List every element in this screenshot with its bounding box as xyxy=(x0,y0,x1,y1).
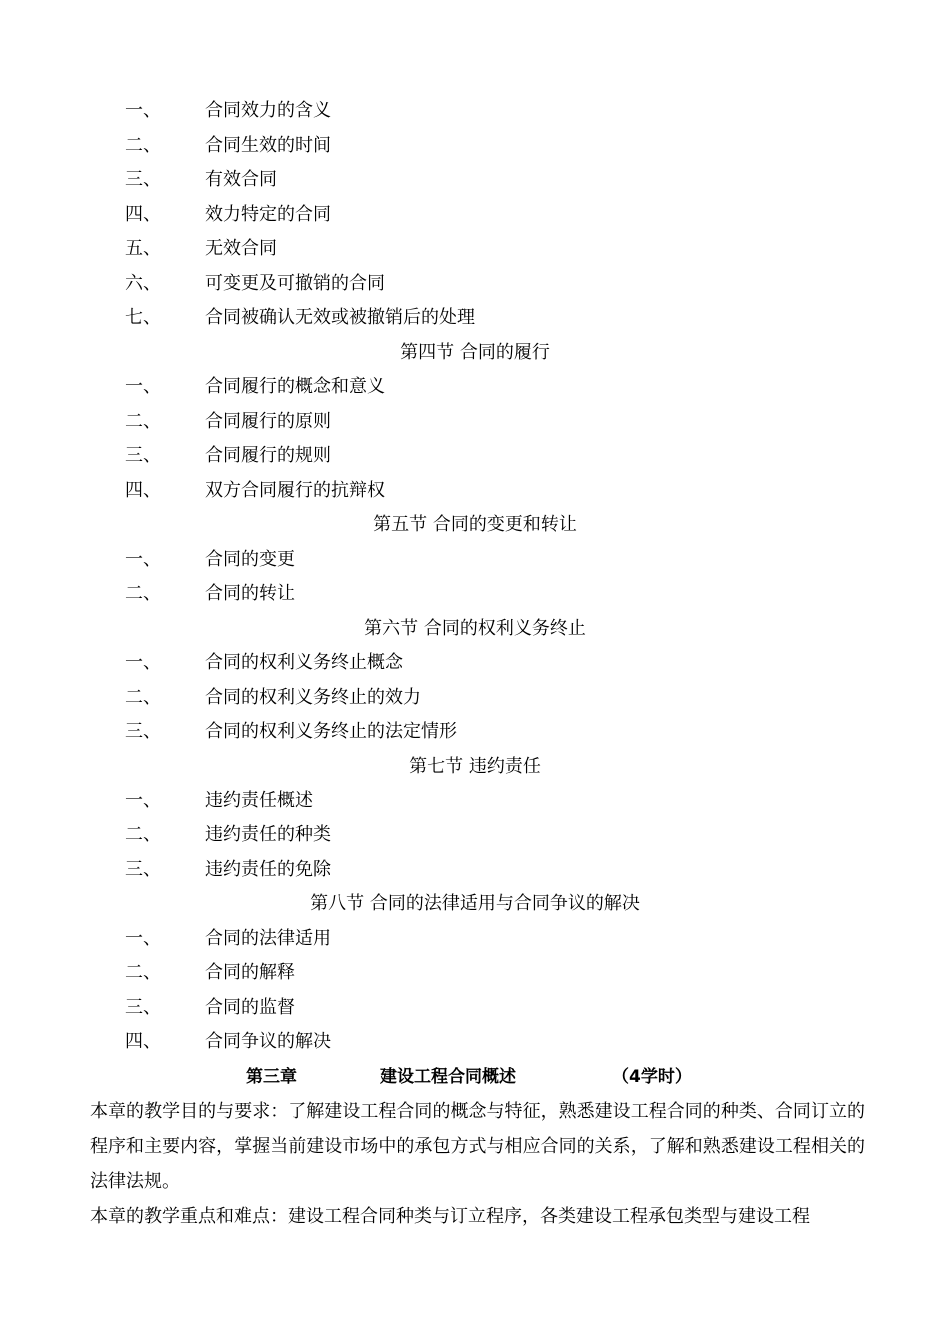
item-number: 四、 xyxy=(125,1031,161,1052)
section-heading: 第五节 合同的变更和转让 xyxy=(373,514,577,535)
item-text: 合同的监督 xyxy=(205,997,295,1018)
item-text: 违约责任的免除 xyxy=(205,859,331,880)
item-text: 合同的权利义务终止的效力 xyxy=(205,687,421,708)
item-text: 有效合同 xyxy=(205,169,277,190)
item-text: 违约责任概述 xyxy=(205,790,313,811)
item-number: 二、 xyxy=(125,135,161,156)
item-text: 可变更及可撤销的合同 xyxy=(205,273,385,294)
item-text: 无效合同 xyxy=(205,238,277,259)
item-text: 合同的变更 xyxy=(205,549,295,570)
item-text: 效力特定的合同 xyxy=(205,204,331,225)
item-text: 合同争议的解决 xyxy=(205,1031,331,1052)
chapter-hours: （4学时） xyxy=(612,1067,692,1087)
item-text: 合同履行的原则 xyxy=(205,411,331,432)
item-text: 合同被确认无效或被撤销后的处理 xyxy=(205,307,475,328)
item-number: 三、 xyxy=(125,859,161,880)
item-number: 六、 xyxy=(125,273,161,294)
section-heading: 第七节 违约责任 xyxy=(409,756,541,777)
item-number: 一、 xyxy=(125,376,161,397)
item-number: 二、 xyxy=(125,411,161,432)
item-text: 合同的权利义务终止的法定情形 xyxy=(205,721,457,742)
item-text: 合同效力的含义 xyxy=(205,100,331,121)
item-text: 合同的解释 xyxy=(205,962,295,983)
item-number: 七、 xyxy=(125,307,161,328)
item-number: 四、 xyxy=(125,204,161,225)
item-text: 合同履行的规则 xyxy=(205,445,331,466)
item-number: 二、 xyxy=(125,824,161,845)
item-number: 三、 xyxy=(125,721,161,742)
item-text: 双方合同履行的抗辩权 xyxy=(205,480,385,501)
section-heading: 第四节 合同的履行 xyxy=(400,342,550,363)
item-number: 三、 xyxy=(125,445,161,466)
item-text: 合同履行的概念和意义 xyxy=(205,376,385,397)
chapter-label: 第三章 xyxy=(246,1067,297,1087)
item-number: 一、 xyxy=(125,100,161,121)
item-text: 合同的转让 xyxy=(205,583,295,604)
item-number: 一、 xyxy=(125,790,161,811)
item-number: 二、 xyxy=(125,583,161,604)
chapter-title: 建设工程合同概述 xyxy=(380,1067,516,1087)
item-number: 四、 xyxy=(125,480,161,501)
item-text: 合同的法律适用 xyxy=(205,928,331,949)
item-text: 合同的权利义务终止概念 xyxy=(205,652,403,673)
item-number: 五、 xyxy=(125,238,161,259)
chapter-heading xyxy=(0,1060,950,1094)
item-number: 二、 xyxy=(125,687,161,708)
item-number: 一、 xyxy=(125,549,161,570)
item-number: 三、 xyxy=(125,997,161,1018)
item-text: 合同生效的时间 xyxy=(205,135,331,156)
objectives-paragraph: 本章的教学目的与要求：了解建设工程合同的概念与特征，熟悉建设工程合同的种类、合同订立的程序和主要内容，掌握当前建设市场中的承包方式与相应合同的关系，了解和熟悉建设工程相关的法律法规。 xyxy=(90,1101,865,1192)
section-heading: 第六节 合同的权利义务终止 xyxy=(364,618,586,639)
item-number: 一、 xyxy=(125,652,161,673)
section-heading: 第八节 合同的法律适用与合同争议的解决 xyxy=(310,893,640,914)
item-text: 违约责任的种类 xyxy=(205,824,331,845)
item-number: 二、 xyxy=(125,962,161,983)
item-number: 三、 xyxy=(125,169,161,190)
key-points-paragraph: 本章的教学重点和难点：建设工程合同种类与订立程序，各类建设工程承包类型与建设工程 xyxy=(90,1206,810,1227)
item-number: 一、 xyxy=(125,928,161,949)
